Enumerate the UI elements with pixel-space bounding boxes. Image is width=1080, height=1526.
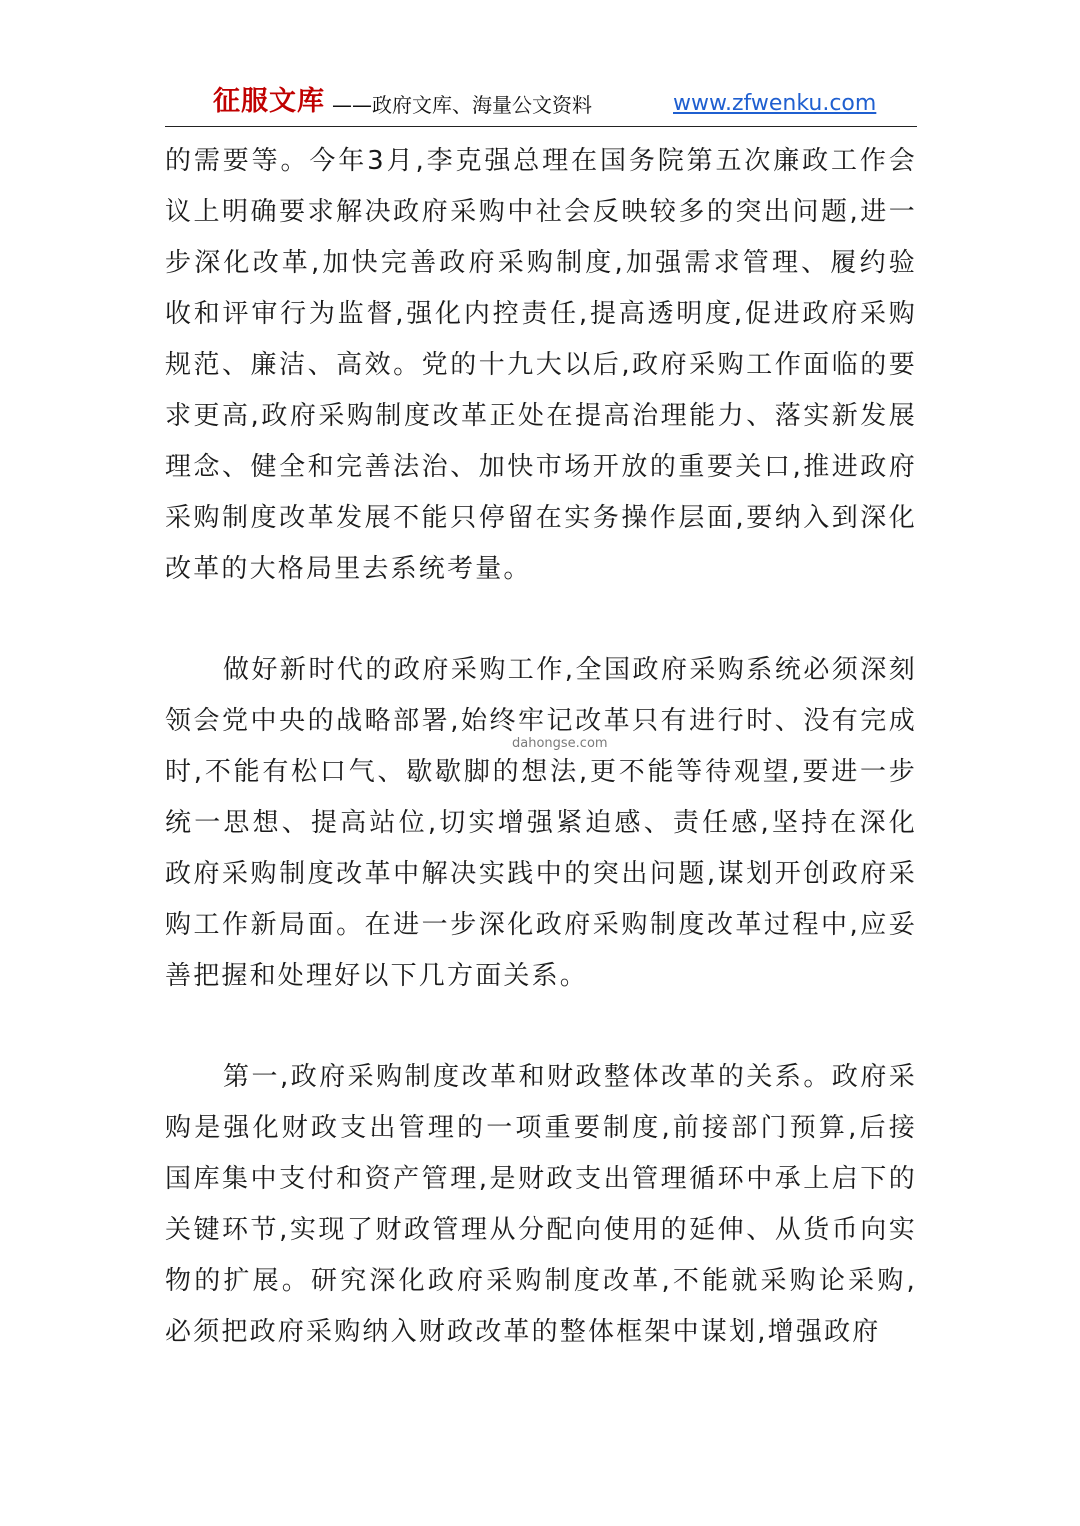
paragraph-2: 做好新时代的政府采购工作,全国政府采购系统必须深刻领会党中央的战略部署,始终牢记改革只有进行时、没有完成时,不能有松口气、歇歇脚的想法,更不能等待观望,要进一步统一思想、提高站位,切实增强紧迫感、责任感,坚持在深化政府采购制度改革中解决实践中的突出问题,谋划开创政府采购工作新局面。在进一步深化政府采购制度改革过程中,应妥善把握和处理好以下几方面关系。: [165, 655, 917, 991]
watermark-text: dahongse.com: [508, 736, 612, 752]
paragraph-3: 第一,政府采购制度改革和财政整体改革的关系。政府采购是强化财政支出管理的一项重要制度,前接部门预算,后接国库集中支付和资产管理,是财政支出管理循环中承上启下的关键环节,实现了财政管理从分配向使用的延伸、从货币向实物的扩展。研究深化政府采购制度改革,不能就采购论采购,必须把政府采购纳入财政改革的整体框架中谋划,增强政府: [165, 1062, 917, 1347]
header-url-link[interactable]: www.zfwenku.com: [673, 91, 877, 116]
paragraph-1: 的需要等。今年3月,李克强总理在国务院第五次廉政工作会议上明确要求解决政府采购中社会反映较多的突出问题,进一步深化改革,加快完善政府采购制度,加强需求管理、履约验收和评审行为监督,强化内控责任,提高透明度,促进政府采购规范、廉洁、高效。党的十九大以后,政府采购工作面临的要求更高,政府采购制度改革正处在提高治理能力、落实新发展理念、健全和完善法治、加快市场开放的重要关口,推进政府采购制度改革发展不能只停留在实务操作层面,要纳入到深化改革的大格局里去系统考量。: [165, 146, 917, 584]
page-header: [165, 84, 917, 126]
brand-logo-text: 征服文库: [213, 86, 325, 117]
header-tagline: ——政府文库、海量公文资料: [332, 93, 592, 117]
header-divider: [165, 126, 917, 127]
